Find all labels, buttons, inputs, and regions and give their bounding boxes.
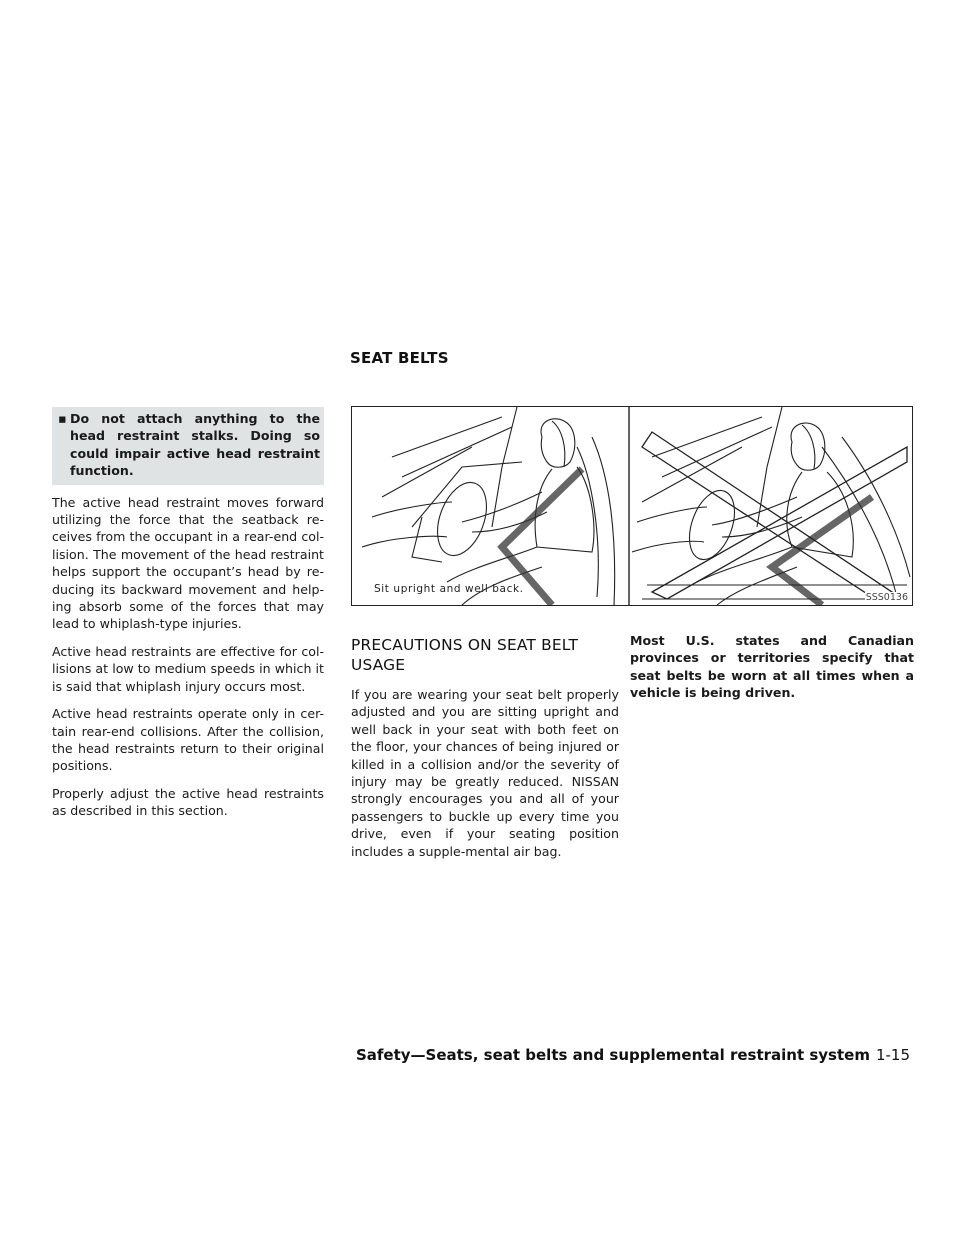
- subsection-heading: [351, 635, 619, 675]
- incorrect-posture-drawing: [632, 407, 910, 605]
- page-footer: [356, 1046, 910, 1064]
- legal-requirement-paragraph: Most U.S. states and Canadian provinces or territories specify that seat belts be worn at all times when a vehicle is being driven.: [630, 633, 914, 701]
- right-column: [630, 632, 914, 712]
- subsection-heading-line1: PRECAUTIONS ON SEAT BELT: [351, 636, 579, 654]
- page-number: 1-15: [875, 1046, 910, 1064]
- paragraph-4: Properly adjust the active head restraints as described in this section.: [52, 785, 324, 819]
- warning-bullet: ▪: [58, 411, 67, 426]
- illustration-drawing: [352, 407, 912, 605]
- section-title: SEAT BELTS: [350, 349, 449, 367]
- left-column: [52, 407, 324, 830]
- precautions-paragraph: If you are wearing your seat belt properly adjusted and you are sitting upright and well back in your seat with both feet on the floor, your chances of being injured or killed in a collision and/or the severity of injury may be greatly reduced. NISSAN strongly encourages you and all of your passengers to buckle up every time you drive, even if your seating position includes a supple-mental air bag.: [351, 687, 619, 859]
- correct-posture-drawing: [362, 407, 615, 605]
- warning-box: [52, 407, 324, 485]
- figure-code: SSS0136: [865, 592, 908, 603]
- middle-column: [351, 635, 619, 870]
- subsection-heading-line2: USAGE: [351, 656, 406, 674]
- figure-caption: Sit upright and well back.: [374, 583, 524, 595]
- seat-belt-illustration: [351, 406, 913, 606]
- paragraph-3: Active head restraints operate only in cer-tain rear-end collisions. After the collision, the head restraints return to their original positions.: [52, 706, 324, 774]
- paragraph-2: Active head restraints are effective for col-lisions at low to medium speeds in which it is said that whiplash injury occurs most.: [52, 643, 324, 694]
- warning-text: Do not attach anything to the head restraint stalks. Doing so could impair active head restraint function.: [70, 411, 320, 479]
- paragraph-1: The active head restraint moves forward utilizing the force that the seatback re-ceives from the occupant in a rear-end col-lision. The movement of the head restraint helps support the occupant’s head by re-ducing its backward movement and help-ing absorb some of the forces that may lead to whiplash-type injuries.: [52, 494, 324, 632]
- footer-title: Safety—Seats, seat belts and supplemental restraint system: [355, 1046, 870, 1064]
